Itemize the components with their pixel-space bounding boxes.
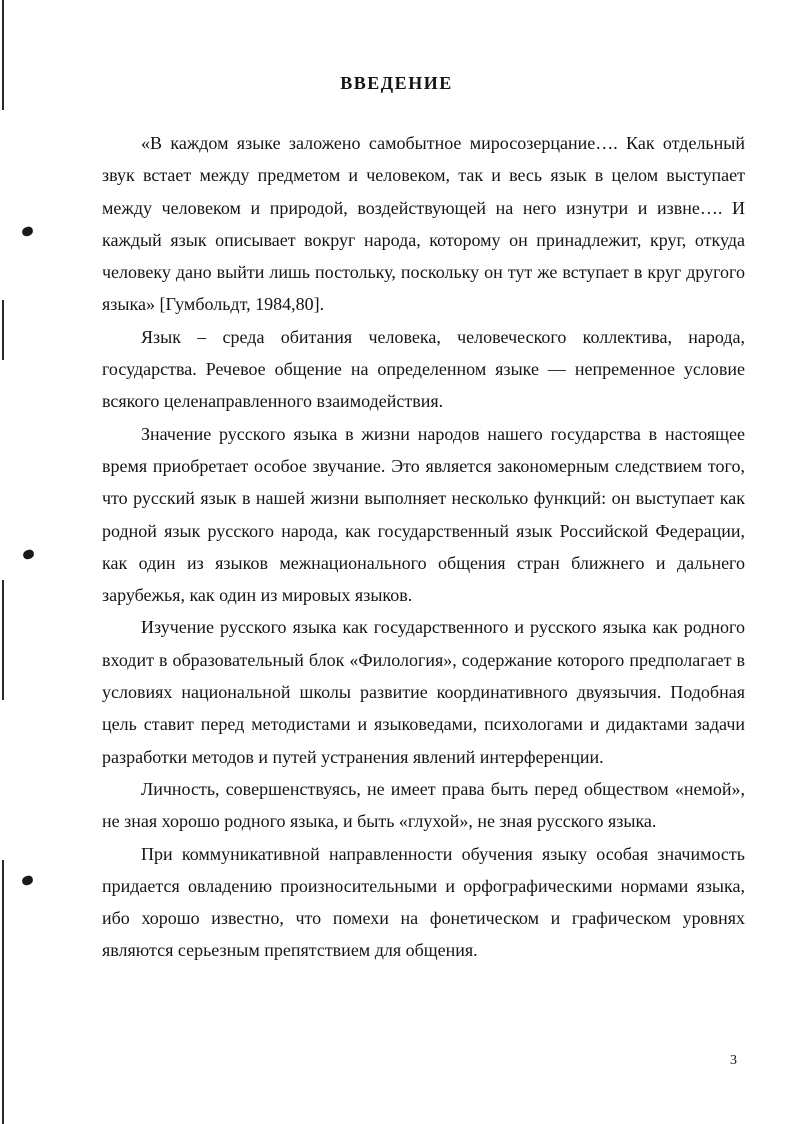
binder-hole-mark <box>21 875 34 887</box>
page-number: 3 <box>730 1053 737 1068</box>
scan-edge-line <box>2 860 4 1124</box>
scan-edge-line <box>2 300 4 360</box>
paragraph: При коммуникативной направленности обучения языку особая значимость придается овладению произносительными и орфографическими нормами языка, ибо хорошо известно, что помехи на фонетическом и графическом уровнях являются серьезным препятствием для общения. <box>102 843 745 961</box>
page-title: ВВЕДЕНИЕ <box>340 73 453 93</box>
scan-edge-line <box>2 580 4 700</box>
paragraph: Язык – среда обитания человека, человеческого коллектива, народа, государства. Речевое общение на определенном языке — непременное условие всякого целенаправленного взаимодействия. <box>102 326 745 412</box>
paragraph: Личность, совершенствуясь, не имеет права быть перед обществом «немой», не зная хорошо родного языка, и быть «глухой», не зная русского языка. <box>102 778 745 832</box>
paragraph: Изучение русского языка как государственного и русского языка как родного входит в образовательный блок «Филология», содержание которого предполагает в условиях национальной школы развитие координативного двуязычия. Подобная цель ставит перед методистами и языковедами, психологами и дидактами задачи разработки методов и путей устранения явлений интерференции. <box>102 617 745 767</box>
document-body <box>102 127 745 967</box>
binder-hole-mark <box>21 226 34 238</box>
binder-hole-mark <box>22 549 35 561</box>
paragraph: Значение русского языка в жизни народов нашего государства в настоящее время приобретает особое звучание. Это является закономерным следствием того, что русский язык в нашей жизни выполняет несколько функций: он выступает как родной язык русского народа, как государственный язык Российской Федерации, как один из языков межнационального общения стран ближнего и дальнего зарубежья, как один из мировых языков. <box>102 423 745 606</box>
paragraph: «В каждом языке заложено самобытное миросозерцание…. Как отдельный звук встает между предметом и человеком, так и весь язык в целом выступает между человеком и природой, воздействующей на него изнутри и извне…. И каждый язык описывает вокруг народа, которому он принадлежит, круг, откуда человеку дано выйти лишь постольку, поскольку он тут же вступает в круг другого языка» [Гумбольдт, 1984,80]. <box>102 133 745 315</box>
